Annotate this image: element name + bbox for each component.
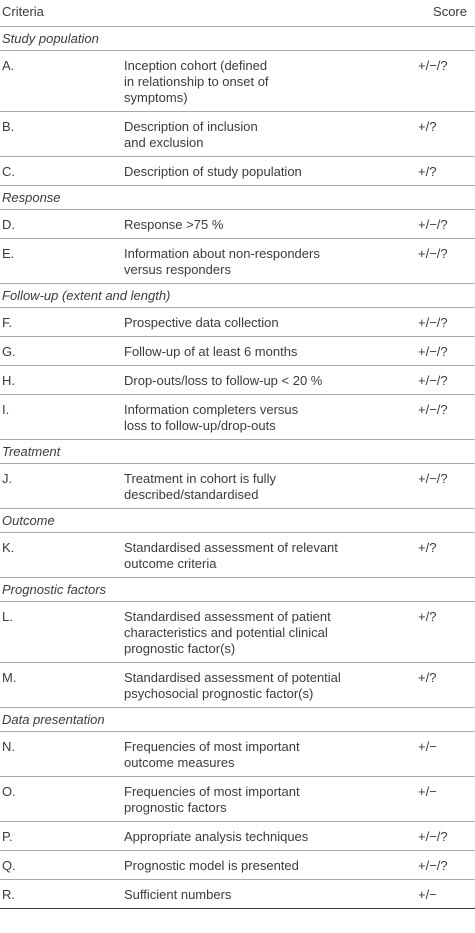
criterion-description: Inception cohort (defined in relationship to onset of symptoms) bbox=[124, 58, 269, 105]
criterion-score: +/−/? bbox=[418, 829, 448, 844]
section-title: Data presentation bbox=[2, 712, 105, 727]
criterion-score: +/− bbox=[418, 739, 437, 754]
criterion-code: Q. bbox=[2, 858, 16, 873]
criterion-description: Follow-up of at least 6 months bbox=[124, 344, 298, 359]
criterion-description: Standardised assessment of patient characteristics and potential clinical prognostic factor(s) bbox=[124, 609, 331, 656]
section-heading bbox=[0, 186, 475, 210]
table-row bbox=[0, 533, 475, 578]
table-row bbox=[0, 112, 475, 157]
criterion-score: +/− bbox=[418, 784, 437, 799]
criterion-description: Description of study population bbox=[124, 164, 302, 179]
criteria-column-header: Criteria bbox=[2, 4, 44, 19]
table-row bbox=[0, 464, 475, 509]
criterion-description: Prognostic model is presented bbox=[124, 858, 299, 873]
table-row bbox=[0, 663, 475, 708]
criterion-code: O. bbox=[2, 784, 16, 799]
criterion-description: Frequencies of most important prognostic factors bbox=[124, 784, 300, 815]
section-heading bbox=[0, 284, 475, 308]
criterion-code: C. bbox=[2, 164, 15, 179]
table-row bbox=[0, 239, 475, 284]
table-header bbox=[0, 0, 475, 27]
criterion-score: +/−/? bbox=[418, 217, 448, 232]
section-title: Outcome bbox=[2, 513, 55, 528]
criterion-code: D. bbox=[2, 217, 15, 232]
table-row bbox=[0, 337, 475, 366]
criterion-score: +/−/? bbox=[418, 471, 448, 486]
criterion-score: +/? bbox=[418, 670, 437, 685]
section-heading bbox=[0, 708, 475, 732]
criterion-code: P. bbox=[2, 829, 13, 844]
table-row bbox=[0, 851, 475, 880]
criterion-description: Sufficient numbers bbox=[124, 887, 232, 902]
criterion-code: A. bbox=[2, 58, 15, 73]
table-row bbox=[0, 602, 475, 663]
criterion-code: G. bbox=[2, 344, 16, 359]
table-row bbox=[0, 210, 475, 239]
criterion-code: F. bbox=[2, 315, 13, 330]
criterion-code: B. bbox=[2, 119, 15, 134]
table-row bbox=[0, 157, 475, 186]
criterion-description: Standardised assessment of relevant outcome criteria bbox=[124, 540, 338, 571]
section-title: Treatment bbox=[2, 444, 61, 459]
criterion-score: +/−/? bbox=[418, 246, 448, 261]
section-title: Prognostic factors bbox=[2, 582, 107, 597]
table-row bbox=[0, 822, 475, 851]
criterion-description: Drop-outs/loss to follow-up < 20 % bbox=[124, 373, 323, 388]
table-row bbox=[0, 777, 475, 822]
table-row bbox=[0, 51, 475, 112]
section-heading bbox=[0, 27, 475, 51]
criterion-score: +/−/? bbox=[418, 344, 448, 359]
criterion-code: I. bbox=[2, 402, 10, 417]
criterion-score: +/? bbox=[418, 540, 437, 555]
table-row bbox=[0, 732, 475, 777]
criterion-code: L. bbox=[2, 609, 13, 624]
criterion-code: H. bbox=[2, 373, 15, 388]
criterion-score: +/−/? bbox=[418, 373, 448, 388]
table-body bbox=[0, 27, 475, 909]
criterion-code: E. bbox=[2, 246, 15, 261]
criterion-description: Appropriate analysis techniques bbox=[124, 829, 309, 844]
criterion-score: +/? bbox=[418, 119, 437, 134]
criterion-description: Response >75 % bbox=[124, 217, 224, 232]
criterion-score: +/? bbox=[418, 164, 437, 179]
section-title: Study population bbox=[2, 31, 99, 46]
table-row bbox=[0, 366, 475, 395]
criterion-score: +/? bbox=[418, 609, 437, 624]
criterion-code: J. bbox=[2, 471, 13, 486]
criterion-code: K. bbox=[2, 540, 15, 555]
criterion-code: M. bbox=[2, 670, 17, 685]
section-title: Response bbox=[2, 190, 61, 205]
criterion-description: Treatment in cohort is fully described/standardised bbox=[124, 471, 276, 502]
section-heading bbox=[0, 440, 475, 464]
criterion-score: +/− bbox=[418, 887, 437, 902]
section-heading bbox=[0, 509, 475, 533]
section-title: Follow-up (extent and length) bbox=[2, 288, 171, 303]
criterion-score: +/−/? bbox=[418, 315, 448, 330]
table-row bbox=[0, 880, 475, 909]
criterion-description: Information about non-responders versus responders bbox=[124, 246, 320, 277]
criterion-code: R. bbox=[2, 887, 15, 902]
criterion-description: Frequencies of most important outcome measures bbox=[124, 739, 300, 770]
criterion-score: +/−/? bbox=[418, 402, 448, 417]
score-column-header: Score bbox=[433, 4, 467, 19]
table-row bbox=[0, 308, 475, 337]
criterion-score: +/−/? bbox=[418, 858, 448, 873]
section-heading bbox=[0, 578, 475, 602]
table-row bbox=[0, 395, 475, 440]
criterion-description: Standardised assessment of potential psychosocial prognostic factor(s) bbox=[124, 670, 341, 701]
criterion-description: Information completers versus loss to follow-up/drop-outs bbox=[124, 402, 299, 433]
criterion-code: N. bbox=[2, 739, 15, 754]
criterion-description: Description of inclusion and exclusion bbox=[124, 119, 258, 150]
criterion-description: Prospective data collection bbox=[124, 315, 279, 330]
criterion-score: +/−/? bbox=[418, 58, 448, 73]
